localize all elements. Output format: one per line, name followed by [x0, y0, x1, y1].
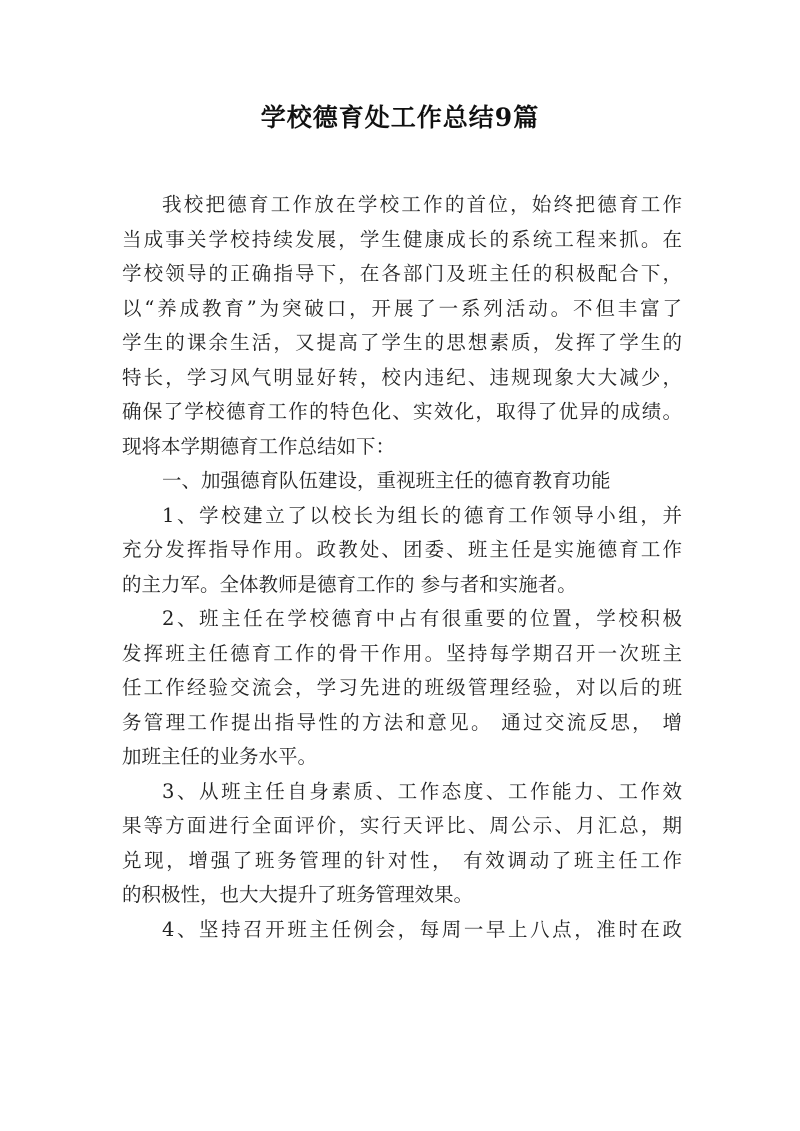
text-line: 我校把德育工作放在学校工作的首位，始终把德育工作: [162, 193, 682, 216]
text-line: 兑现，增强了班务管理的针对性， 有效调动了班主任工作: [122, 848, 682, 872]
text-line: 4、坚持召开班主任例会，每周一早上八点，准时在政: [162, 917, 682, 941]
text-line: 学生的课余生活，又提高了学生的思想素质，发挥了学生的: [122, 331, 682, 354]
text-line: 充分发挥指导作用。政教处、团委、班主任是实施德育工作: [122, 538, 682, 561]
text-line: 以“养成教育”为突破口，开展了一系列活动。不但丰富了: [122, 296, 682, 320]
section-heading: 一、加强德育队伍建设，重视班主任的德育教育功能: [162, 469, 611, 492]
text-line: 2、班主任在学校德育中占有很重要的位置，学校积极: [162, 607, 682, 630]
text-line: 现将本学期德育工作总结如下：: [122, 434, 396, 458]
document-body: [122, 188, 682, 947]
text-line: 当成事关学校持续发展，学生健康成长的系统工程来抓。在: [122, 227, 682, 251]
text-line: 发挥班主任德育工作的骨干作用。坚持每学期召开一次班主: [122, 641, 682, 665]
text-line: 加班主任的业务水平。: [122, 745, 318, 768]
text-line: 学校领导的正确指导下，在各部门及班主任的积极配合下，: [122, 262, 682, 285]
text-line: 的积极性，也大大提升了班务管理效果。: [122, 883, 474, 906]
text-line: 的主力军。全体教师是德育工作的 参与者和实施者。: [122, 572, 577, 596]
text-line: 任工作经验交流会，学习先进的班级管理经验，对以后的班: [122, 676, 682, 699]
text-line: 确保了学校德育工作的特色化、实效化，取得了优异的成绩。: [122, 400, 682, 423]
text-line: 务管理工作提出指导性的方法和意见。 通过交流反思， 增: [122, 710, 682, 734]
document-title: 学校德育处工作总结9篇: [260, 103, 540, 132]
text-line: 果等方面进行全面评价，实行天评比、周公示、月汇总，期: [122, 814, 682, 837]
text-line: 1、学校建立了以校长为组长的德育工作领导小组，并: [162, 503, 682, 527]
text-line: 特长，学习风气明显好转，校内违纪、违规现象大大减少，: [122, 365, 682, 389]
text-line: 3、从班主任自身素质、工作态度、工作能力、工作效: [162, 779, 682, 803]
